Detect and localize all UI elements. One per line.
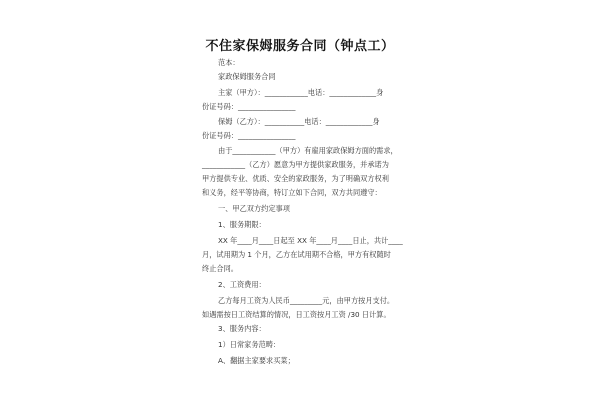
party-b-id-line: 份证号码：________________ bbox=[202, 131, 296, 140]
sub-clause-heading: 1）日常家务范畴： bbox=[218, 340, 281, 349]
clause-heading: 2、工资费用： bbox=[218, 280, 266, 289]
section-heading: 一、甲乙双方约定事项 bbox=[218, 204, 290, 213]
paragraph-line: 乙方每月工资为人民币_________元，由甲方按月支付。 bbox=[218, 296, 395, 305]
list-item: A、翻据主家要求买菜； bbox=[218, 356, 295, 365]
party-a-line: 主家（甲方）：____________电话：_____________身 bbox=[218, 88, 384, 97]
paragraph-line: 甲方提供专业、优质、安全的家政服务，为了明确双方权利 bbox=[202, 174, 389, 183]
paragraph-line: 月，试用期为 1 个月，乙方在试用期不合格，甲方有权随时 bbox=[202, 250, 391, 259]
paragraph-line: XX 年____月____日起至 XX 年____月____日止，共计____ bbox=[218, 236, 403, 245]
document-title: 不住家保姆服务合同（钟点工） bbox=[205, 39, 395, 54]
paragraph-line: 如遇需按日工资结算的情况，日工资按月工资 /30 日计算。 bbox=[202, 310, 391, 319]
paragraph-line: 和义务，经平等协商，特订立如下合同，双方共同遵守： bbox=[202, 188, 382, 197]
clause-heading: 3、服务内容： bbox=[218, 324, 266, 333]
party-b-line: 保姆（乙方）：___________电话：_____________身 bbox=[218, 117, 380, 126]
paragraph-line: 终止合同。 bbox=[202, 264, 238, 273]
subtitle: 家政保姆服务合同 bbox=[218, 72, 276, 81]
clause-heading: 1、服务期限： bbox=[218, 220, 266, 229]
paragraph-line: 由于____________（甲方）有雇用家政保姆方面的需求， bbox=[218, 146, 398, 155]
sample-label: 范本： bbox=[218, 58, 240, 67]
party-a-id-line: 份证号码：________________ bbox=[202, 102, 296, 111]
paragraph-line: ____________（乙方）愿意为甲方提供家政服务，并承诺为 bbox=[202, 160, 389, 169]
